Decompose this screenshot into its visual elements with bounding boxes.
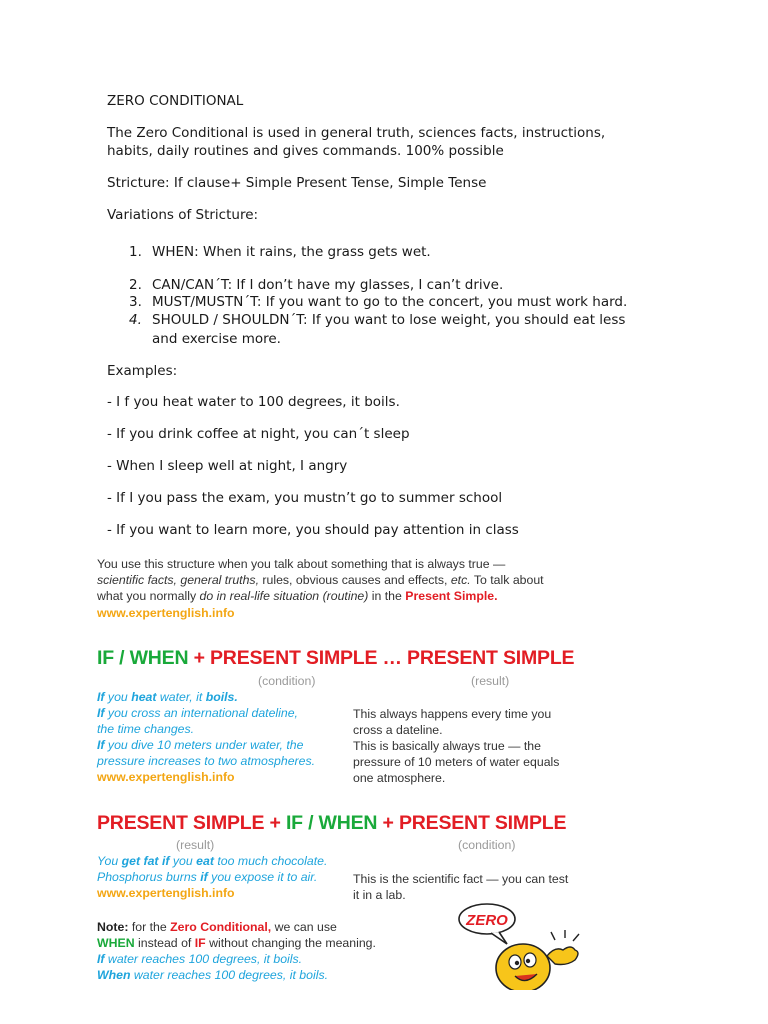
- example-item: - If you want to learn more, you should pay attention in class: [107, 522, 519, 538]
- result-text: cross a dateline.: [353, 723, 443, 737]
- list-number: 3.: [129, 294, 142, 310]
- list-number: 4.: [129, 312, 142, 328]
- zero-mascot-illustration: [455, 900, 595, 990]
- list-number: 1.: [129, 244, 142, 260]
- result-label: (result): [471, 674, 510, 688]
- list-item: MUST/MUSTN´T: If you want to go to the concert, you must work hard.: [152, 294, 628, 310]
- result-label: (result): [176, 838, 215, 852]
- intro-line-1: The Zero Conditional is used in general truth, sciences facts, instructions,: [107, 125, 606, 141]
- mascot-hand: [547, 947, 578, 965]
- example-sentence: Phosphorus burns if you expose it to air.: [97, 870, 318, 884]
- intro-line-2: habits, daily routines and gives commands. 100% possible: [107, 143, 504, 159]
- example-sentence: If you cross an international dateline,: [97, 706, 298, 720]
- website-link[interactable]: www.expertenglish.info: [97, 886, 235, 900]
- list-item-continuation: and exercise more.: [152, 331, 281, 347]
- mascot-body: [496, 944, 550, 990]
- formula-heading-1: IF / WHEN + PRESENT SIMPLE … PRESENT SIMPLE: [97, 647, 575, 669]
- infographic-paragraph-line: scientific facts, general truths, rules, obvious causes and effects, etc. To talk about: [97, 573, 544, 587]
- result-text: This is the scientific fact — you can test: [353, 872, 569, 886]
- list-number: 2.: [129, 277, 142, 293]
- example-item: - When I sleep well at night, I angry: [107, 458, 348, 474]
- formula-heading-2: PRESENT SIMPLE + IF / WHEN + PRESENT SIMPLE: [97, 812, 567, 834]
- note-example: If water reaches 100 degrees, it boils.: [97, 952, 303, 966]
- example-sentence: You get fat if you eat too much chocolate.: [97, 854, 328, 868]
- condition-label: (condition): [258, 674, 316, 688]
- website-link[interactable]: www.expertenglish.info: [97, 606, 235, 620]
- mascot-eye-right: [524, 953, 536, 967]
- website-link[interactable]: www.expertenglish.info: [97, 770, 235, 784]
- infographic-paragraph-line: You use this structure when you talk about something that is always true —: [97, 557, 506, 571]
- example-item: - I f you heat water to 100 degrees, it boils.: [107, 394, 400, 410]
- example-sentence: If you dive 10 meters under water, the: [97, 738, 304, 752]
- document-title: ZERO CONDITIONAL: [107, 93, 244, 109]
- structure-line: Stricture: If clause+ Simple Present Tense, Simple Tense: [107, 175, 487, 191]
- result-text: one atmosphere.: [353, 771, 446, 785]
- note-line: Note: for the Zero Conditional, we can use: [97, 920, 337, 934]
- example-item: - If you drink coffee at night, you can´t sleep: [107, 426, 410, 442]
- example-sentence-continuation: pressure increases to two atmospheres.: [97, 754, 316, 768]
- example-sentence: If you heat water, it boils.: [97, 690, 238, 704]
- examples-heading: Examples:: [107, 363, 178, 379]
- list-item: CAN/CAN´T: If I don’t have my glasses, I can’t drive.: [152, 277, 504, 293]
- result-text: This is basically always true — the: [353, 739, 541, 753]
- variations-heading: Variations of Stricture:: [107, 207, 259, 223]
- infographic-paragraph-line: what you normally do in real-life situation (routine) in the Present Simple.: [97, 589, 498, 603]
- mascot-eye-left: [509, 955, 521, 969]
- example-item: - If I you pass the exam, you mustn’t go to summer school: [107, 490, 503, 506]
- list-item: WHEN: When it rains, the grass gets wet.: [152, 244, 431, 260]
- example-sentence-continuation: the time changes.: [97, 722, 195, 736]
- result-text: This always happens every time you: [353, 707, 552, 721]
- badge-text: ZERO: [466, 912, 508, 929]
- note-line: WHEN instead of IF without changing the meaning.: [97, 936, 376, 950]
- note-example: When water reaches 100 degrees, it boils.: [97, 968, 329, 982]
- result-text: pressure of 10 meters of water equals: [353, 755, 560, 769]
- list-item: SHOULD / SHOULDN´T: If you want to lose weight, you should eat less: [152, 312, 626, 328]
- result-text: it in a lab.: [353, 888, 406, 902]
- condition-label: (condition): [458, 838, 516, 852]
- speech-bubble-tail: [491, 932, 507, 944]
